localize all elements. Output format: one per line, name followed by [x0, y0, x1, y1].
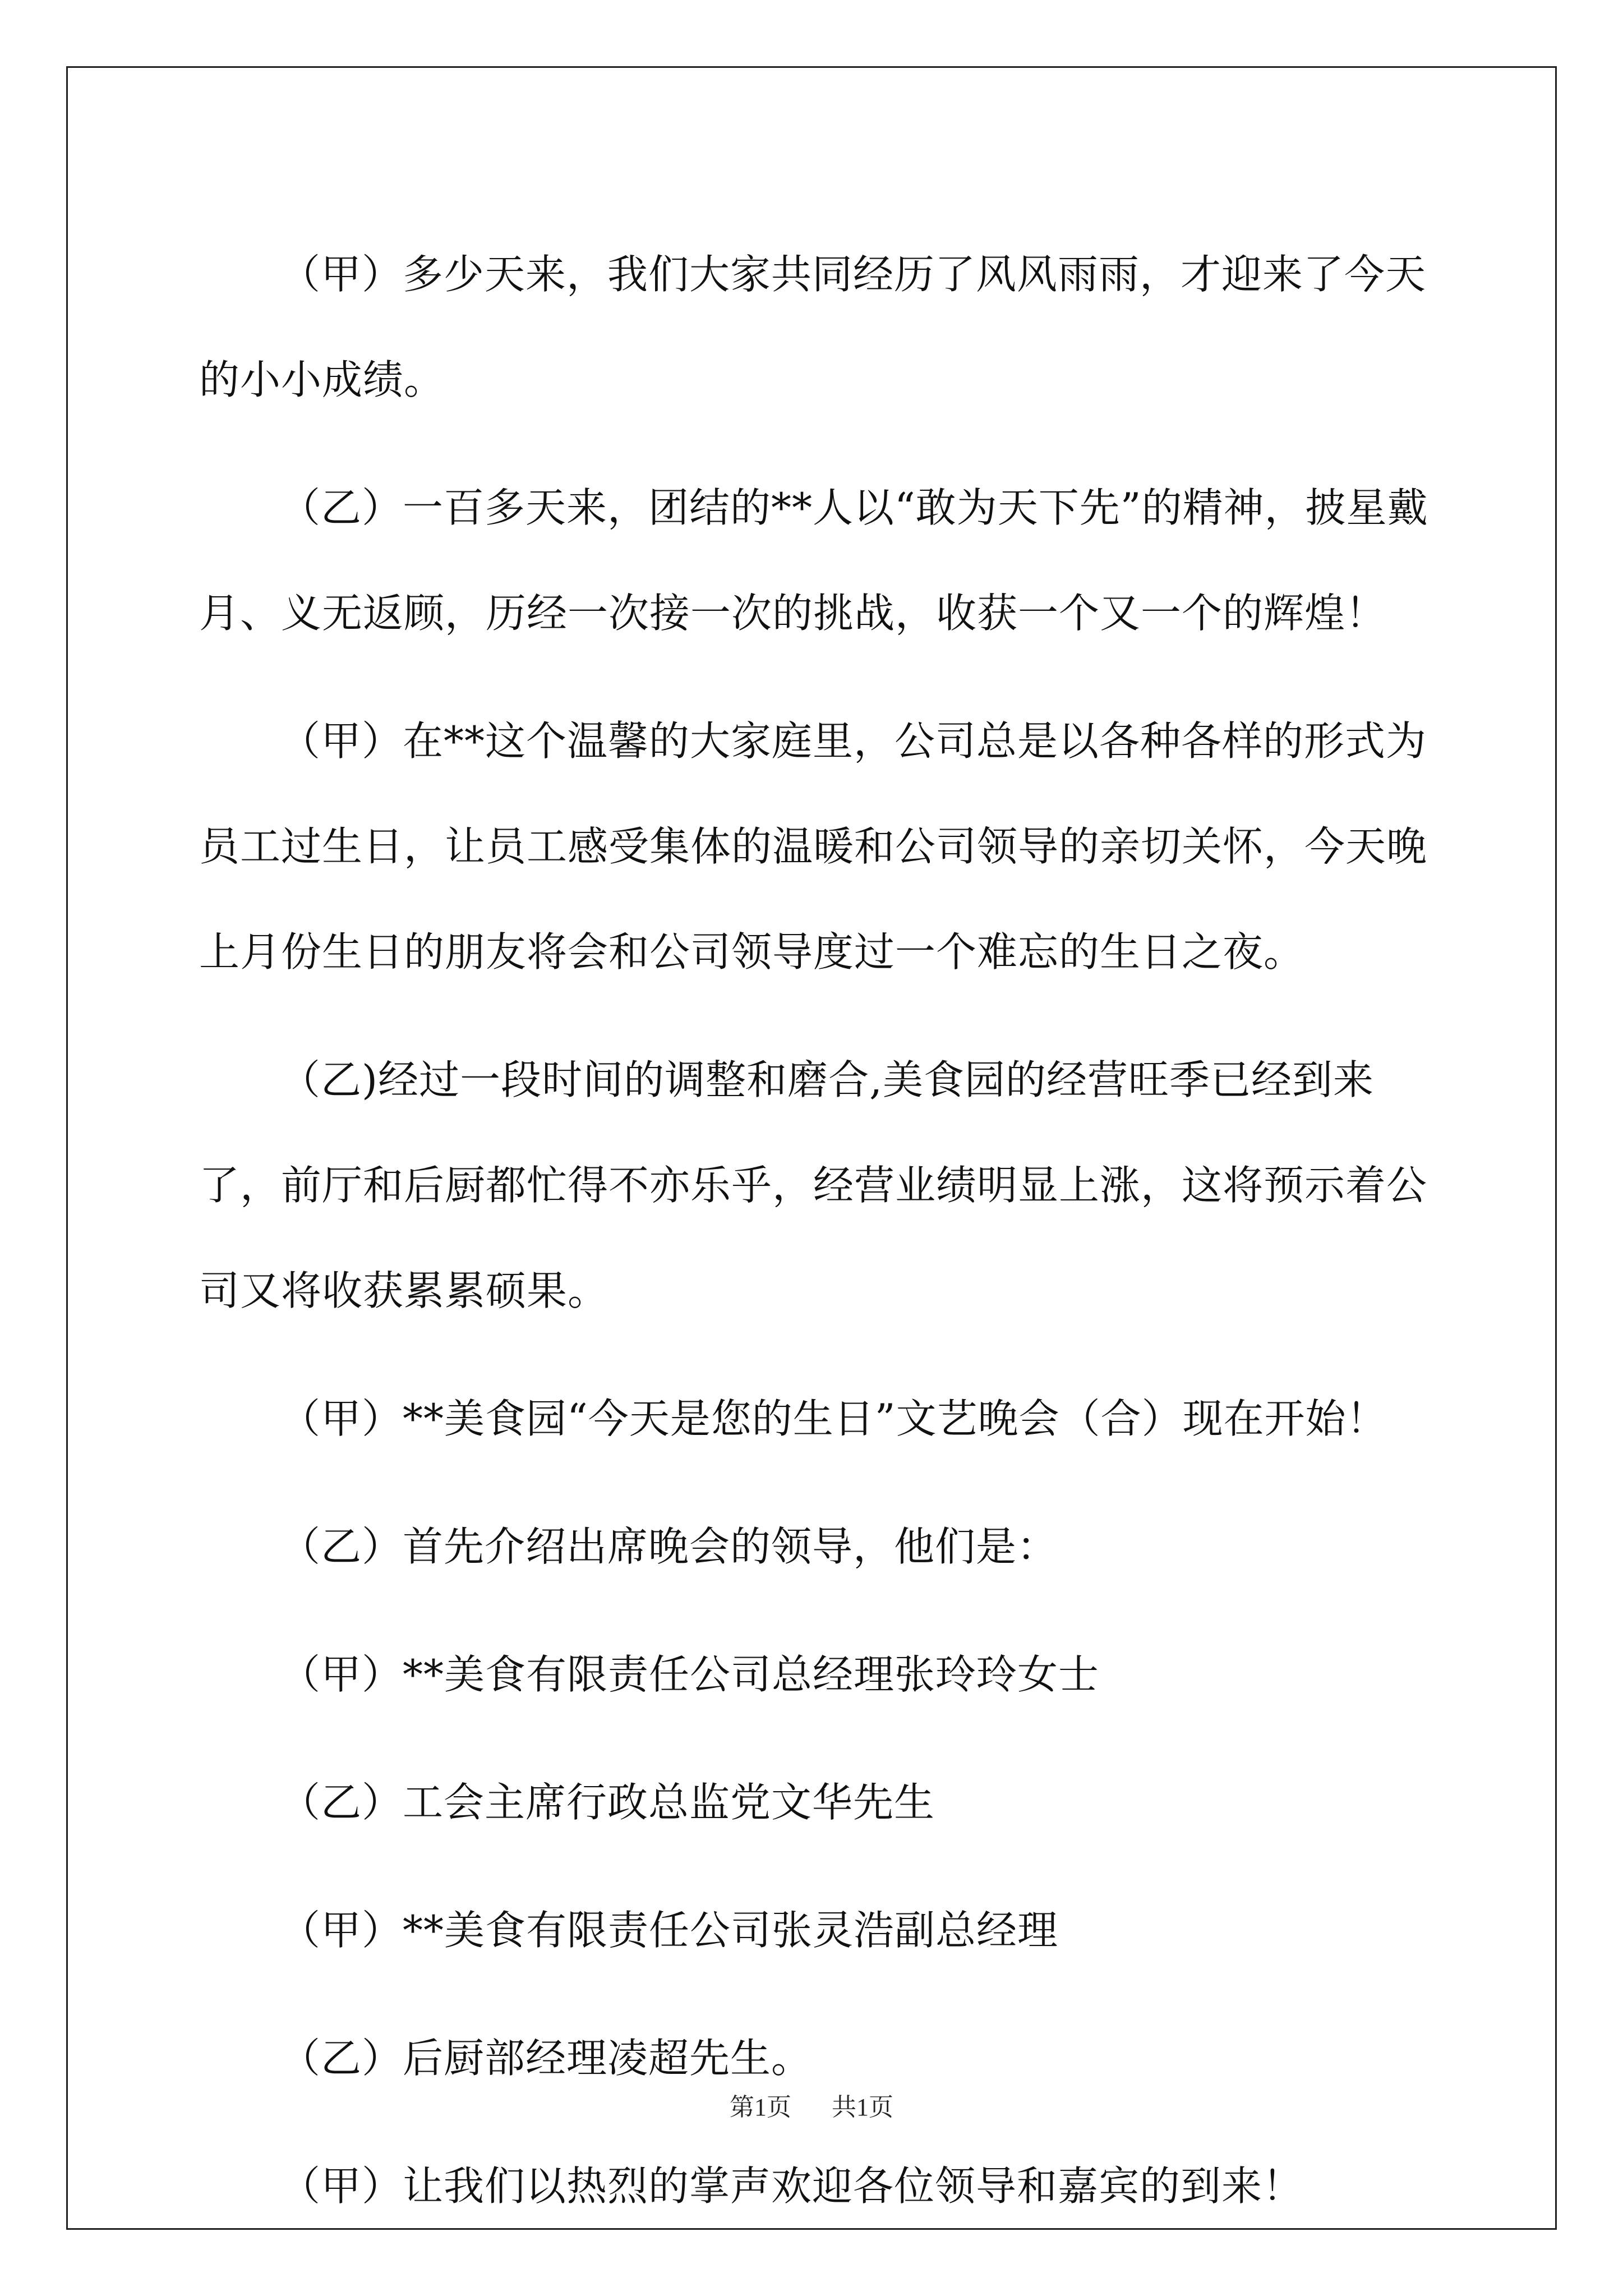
page-footer: [0, 2087, 1623, 2123]
document-body: [199, 222, 1433, 2261]
paragraph: （甲）**美食有限责任公司张灵浩副总经理: [280, 1907, 1059, 1954]
paragraph: （甲）**美食园“今天是您的生日”文艺晚会（合）现在开始！: [280, 1395, 1387, 1442]
paragraph: （甲）在**这个温馨的大家庭里，公司总是以各种各样的形式为员工过生日，让员工感受集体的温暖和公司领导的亲切关怀，今天晚上月份生日的朋友将会和公司领导度过一个难忘的生日之夜。: [199, 717, 1428, 976]
page-number: 第1页: [730, 2093, 791, 2121]
paragraph: （乙）一百多天来，团结的**人以“敢为天下先”的精神，披星戴月、义无返顾，历经一次接一次的挑战，收获一个又一个的辉煌！: [199, 484, 1428, 637]
paragraph: （甲）让我们以热烈的掌声欢迎各位领导和嘉宾的到来！: [280, 2162, 1304, 2210]
paragraph: （乙）首先介绍出席晚会的领导，他们是：: [280, 1523, 1058, 1570]
paragraph: （乙）后厨部经理凌超先生。: [280, 2035, 813, 2082]
paragraph: （乙)经过一段时间的调整和磨合,美食园的经营旺季已经到来了，前厅和后厨都忙得不亦乐乎，经营业绩明显上涨，这将预示着公司又将收获累累硕果。: [199, 1056, 1428, 1314]
paragraph: （甲）多少天来，我们大家共同经历了风风雨雨，才迎来了今天的小小成绩。: [199, 251, 1427, 403]
paragraph: （甲）**美食有限责任公司总经理张玲玲女士: [280, 1651, 1100, 1698]
paragraph: （乙）工会主席行政总监党文华先生: [280, 1779, 935, 1826]
page-total: 共1页: [832, 2093, 893, 2121]
